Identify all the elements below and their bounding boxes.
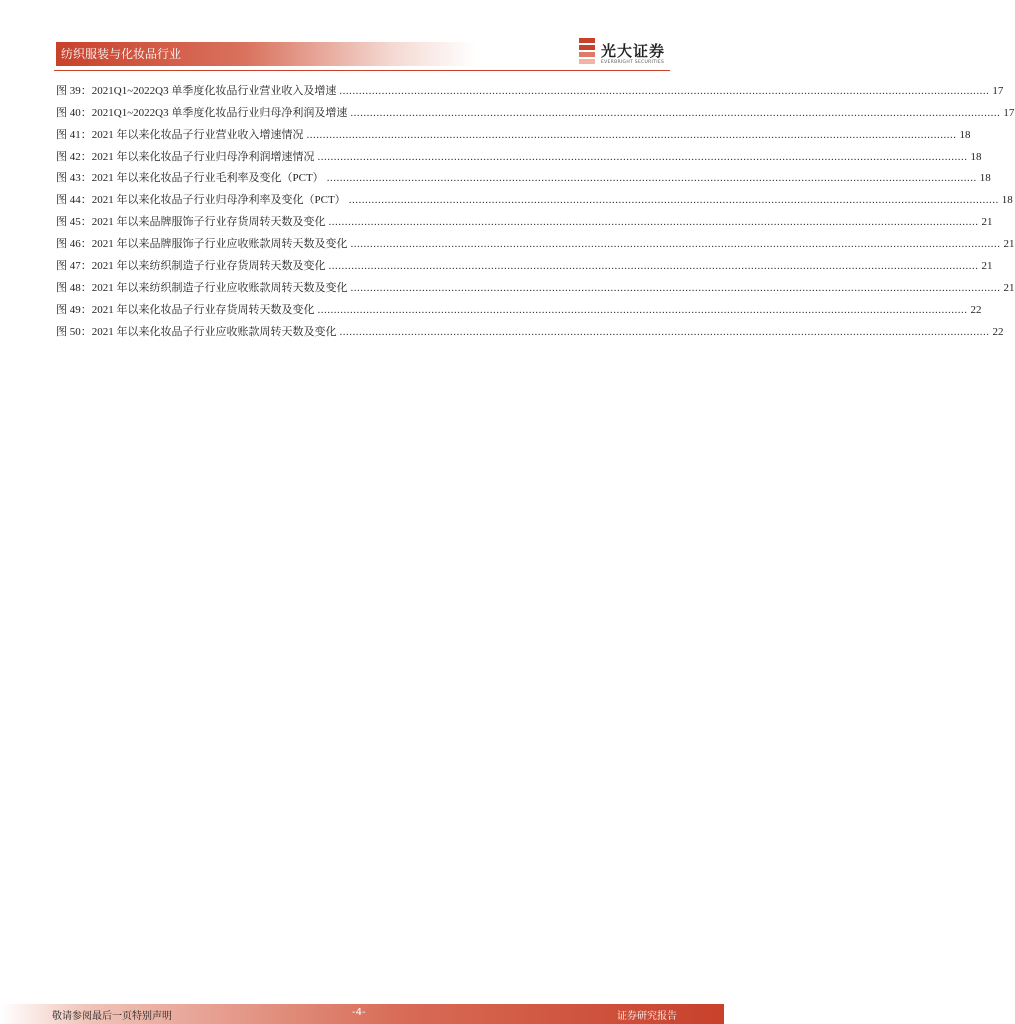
toc-entry-label: 图 42：2021 年以来化妆品子行业归母净利润增速情况 <box>56 150 315 163</box>
toc-leader-dots: ........................................................................................................................................................................................................ <box>326 172 977 185</box>
toc-leader-dots: ........................................................................................................................................................................................................ <box>306 128 957 141</box>
toc-entry-page: 22 <box>970 303 982 316</box>
toc-leader-dots: ........................................................................................................................................................................................................ <box>339 84 990 97</box>
toc-entry-label: 图 45：2021 年以来品牌服饰子行业存货周转天数及变化 <box>56 216 326 229</box>
toc-entry-label: 图 39：2021Q1~2022Q3 单季度化妆品行业营业收入及增速 <box>56 84 337 97</box>
toc-entry[interactable] <box>56 98 1015 120</box>
toc-entry-page: 21 <box>981 260 993 273</box>
toc-leader-dots: ........................................................................................................................................................................................................ <box>328 216 979 229</box>
toc-leader-dots: ........................................................................................................................................................................................................ <box>317 303 968 316</box>
toc-entry[interactable] <box>56 120 971 142</box>
toc-entry-page: 22 <box>992 325 1004 338</box>
toc-entry[interactable] <box>56 185 1013 207</box>
toc-entry-label: 图 47：2021 年以来纺织制造子行业存货周转天数及变化 <box>56 260 326 273</box>
header-divider <box>54 70 670 71</box>
toc-entry-label: 图 49：2021 年以来化妆品子行业存货周转天数及变化 <box>56 303 315 316</box>
toc-entry[interactable] <box>56 317 1004 339</box>
toc-leader-dots: ........................................................................................................................................................................................................ <box>348 194 999 207</box>
toc-entry-label: 图 50：2021 年以来化妆品子行业应收账款周转天数及变化 <box>56 325 337 338</box>
toc-leader-dots: ........................................................................................................................................................................................................ <box>350 281 1001 294</box>
toc-entry[interactable] <box>56 251 993 273</box>
toc-entry[interactable] <box>56 207 993 229</box>
toc-entry-page: 21 <box>1003 281 1015 294</box>
company-logo <box>579 38 689 70</box>
toc-entry-label: 图 46：2021 年以来品牌服饰子行业应收账款周转天数及变化 <box>56 238 348 251</box>
toc-entry-page: 17 <box>1003 106 1015 119</box>
toc-entry-page: 18 <box>970 150 982 163</box>
toc-entry[interactable] <box>56 76 1004 98</box>
toc-leader-dots: ........................................................................................................................................................................................................ <box>350 106 1001 119</box>
toc-entry-page: 18 <box>959 128 971 141</box>
toc-entry-page: 21 <box>981 216 993 229</box>
header-title: 纺织服装与化妆品行业 <box>61 47 182 61</box>
logo-text-cn: 光大证券 <box>601 42 666 60</box>
toc-entry[interactable] <box>56 142 982 164</box>
logo-text-en: EVERBRIGHT SECURITIES <box>601 60 665 65</box>
toc-entry-page: 17 <box>992 84 1004 97</box>
toc-entry-label: 图 40：2021Q1~2022Q3 单季度化妆品行业归母净利润及增速 <box>56 106 348 119</box>
footer-report-type: 证券研究报告 <box>617 1011 677 1022</box>
toc-entry[interactable] <box>56 273 1015 295</box>
toc-entry[interactable] <box>56 295 982 317</box>
toc-leader-dots: ........................................................................................................................................................................................................ <box>317 150 968 163</box>
toc-entry-page: 21 <box>1003 238 1015 251</box>
toc-leader-dots: ........................................................................................................................................................................................................ <box>350 238 1001 251</box>
logo-mark-icon <box>579 38 595 66</box>
toc-entry-label: 图 48：2021 年以来纺织制造子行业应收账款周转天数及变化 <box>56 281 348 294</box>
toc-entry[interactable] <box>56 164 991 186</box>
footer-disclaimer: 敬请参阅最后一页特别声明 <box>52 1011 172 1022</box>
page-number: -4- <box>352 1007 366 1018</box>
toc-entry-label: 图 41：2021 年以来化妆品子行业营业收入增速情况 <box>56 128 304 141</box>
toc-entry-label: 图 44：2021 年以来化妆品子行业归母净利率及变化（PCT） <box>56 194 346 207</box>
toc-leader-dots: ........................................................................................................................................................................................................ <box>339 325 990 338</box>
toc-entry-page: 18 <box>1001 194 1013 207</box>
toc-entry-page: 18 <box>979 172 991 185</box>
toc-entry[interactable] <box>56 229 1015 251</box>
toc-entry-label: 图 43：2021 年以来化妆品子行业毛利率及变化（PCT） <box>56 172 324 185</box>
toc-leader-dots: ........................................................................................................................................................................................................ <box>328 260 979 273</box>
table-of-figures <box>56 76 1015 339</box>
